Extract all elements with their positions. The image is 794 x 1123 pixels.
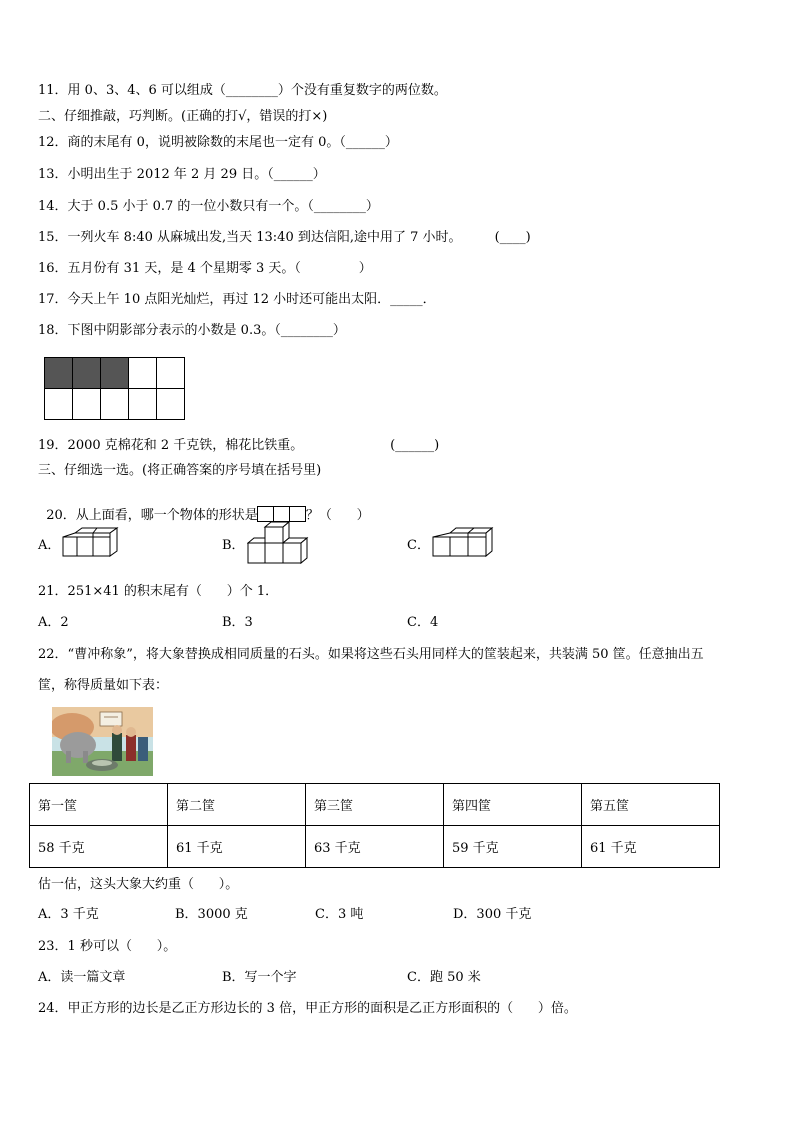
question-20 — [38, 488, 370, 528]
grid-cell-shaded — [73, 358, 101, 389]
question-24: 24．甲正方形的边长是乙正方形边长的 3 倍，甲正方形的面积是乙正方形面积的（ ）倍。 — [38, 1001, 577, 1016]
table-header-cell: 第一筐 — [30, 784, 168, 826]
option-a: A．3 千克 — [38, 907, 99, 922]
grid-cell — [73, 389, 101, 420]
grid-cell — [129, 358, 157, 389]
grid-cell — [45, 389, 73, 420]
question-13: 13．小明出生于 2012 年 2 月 29 日。（______） — [38, 167, 326, 182]
grid-cell-shaded — [45, 358, 73, 389]
table-header-row — [30, 784, 720, 826]
question-22-ask: 估一估，这头大象大约重（ ）。 — [38, 877, 239, 892]
option-d: D．300 千克 — [453, 907, 532, 922]
table-row — [30, 826, 720, 868]
question-22-line-1: 22．“曹冲称象”，将大象替换成相同质量的石头。如果将这些石头用同样大的筐装起来，共装满 50 筐。任意抽出五 — [38, 647, 704, 662]
question-15: 15．一列火车 8:40 从麻城出发,当天 13:40 到达信阳,途中用了 7 小时。 (____) — [38, 230, 531, 245]
cao-chong-elephant-illustration — [52, 707, 153, 776]
question-18: 18．下图中阴影部分表示的小数是 0.3。（________） — [38, 323, 346, 338]
table-cell: 61 千克 — [168, 826, 306, 868]
option-b-cube-figure — [247, 521, 309, 565]
grid-cell — [157, 358, 185, 389]
option-c-cube-figure — [432, 527, 496, 559]
question-20-text: 20．从上面看，哪一个物体的形状是 — [46, 508, 258, 523]
option-b-label: B． — [222, 538, 245, 553]
option-a-label: A． — [38, 538, 61, 553]
option-b: B．写一个字 — [222, 970, 297, 985]
option-a: A．2 — [38, 615, 69, 630]
table-header-cell: 第五筐 — [582, 784, 720, 826]
grid-cell — [101, 389, 129, 420]
option-a-cube-figure — [62, 527, 122, 559]
question-11: 11．用 0、3、4、6 可以组成（________）个没有重复数字的两位数。 — [38, 83, 447, 98]
table-cell: 58 千克 — [30, 826, 168, 868]
section-3-heading: 三、仔细选一选。(将正确答案的序号填在括号里) — [38, 463, 322, 478]
question-21: 21．251×41 的积末尾有（ ）个 1． — [38, 584, 279, 599]
question-16: 16．五月份有 31 天，是 4 个星期零 3 天。（ ） — [38, 261, 372, 276]
option-c-label: C． — [407, 538, 430, 553]
grid-cell — [157, 389, 185, 420]
question-17: 17．今天上午 10 点阳光灿烂，再过 12 小时还可能出太阳．_____． — [38, 292, 436, 307]
option-c: C．4 — [407, 615, 439, 630]
question-19: 19．2000 克棉花和 2 千克铁，棉花比铁重。 (______) — [38, 438, 440, 453]
option-a: A．读一篇文章 — [38, 970, 126, 985]
table-cell: 61 千克 — [582, 826, 720, 868]
table-header-cell: 第二筐 — [168, 784, 306, 826]
question-20-answer: ？（ ） — [305, 508, 370, 523]
basket-weights-table — [29, 783, 720, 868]
table-header-cell: 第四筐 — [444, 784, 582, 826]
grid-cell — [129, 389, 157, 420]
question-23: 23．1 秒可以（ ）。 — [38, 939, 177, 954]
decimal-grid — [44, 357, 185, 420]
grid-cell-shaded — [101, 358, 129, 389]
table-cell: 59 千克 — [444, 826, 582, 868]
question-22-line-2: 筐，称得质量如下表： — [38, 678, 169, 693]
table-cell: 63 千克 — [306, 826, 444, 868]
option-b: B．3000 克 — [175, 907, 248, 922]
question-12: 12．商的末尾有 0，说明被除数的末尾也一定有 0。（______） — [38, 135, 398, 150]
question-14: 14．大于 0.5 小于 0.7 的一位小数只有一个。（________） — [38, 199, 379, 214]
section-2-heading: 二、仔细推敲，巧判断。(正确的打√，错误的打×) — [38, 109, 328, 124]
table-header-cell: 第三筐 — [306, 784, 444, 826]
option-c: C．3 吨 — [315, 907, 364, 922]
option-c: C．跑 50 米 — [407, 970, 481, 985]
option-b: B．3 — [222, 615, 253, 630]
